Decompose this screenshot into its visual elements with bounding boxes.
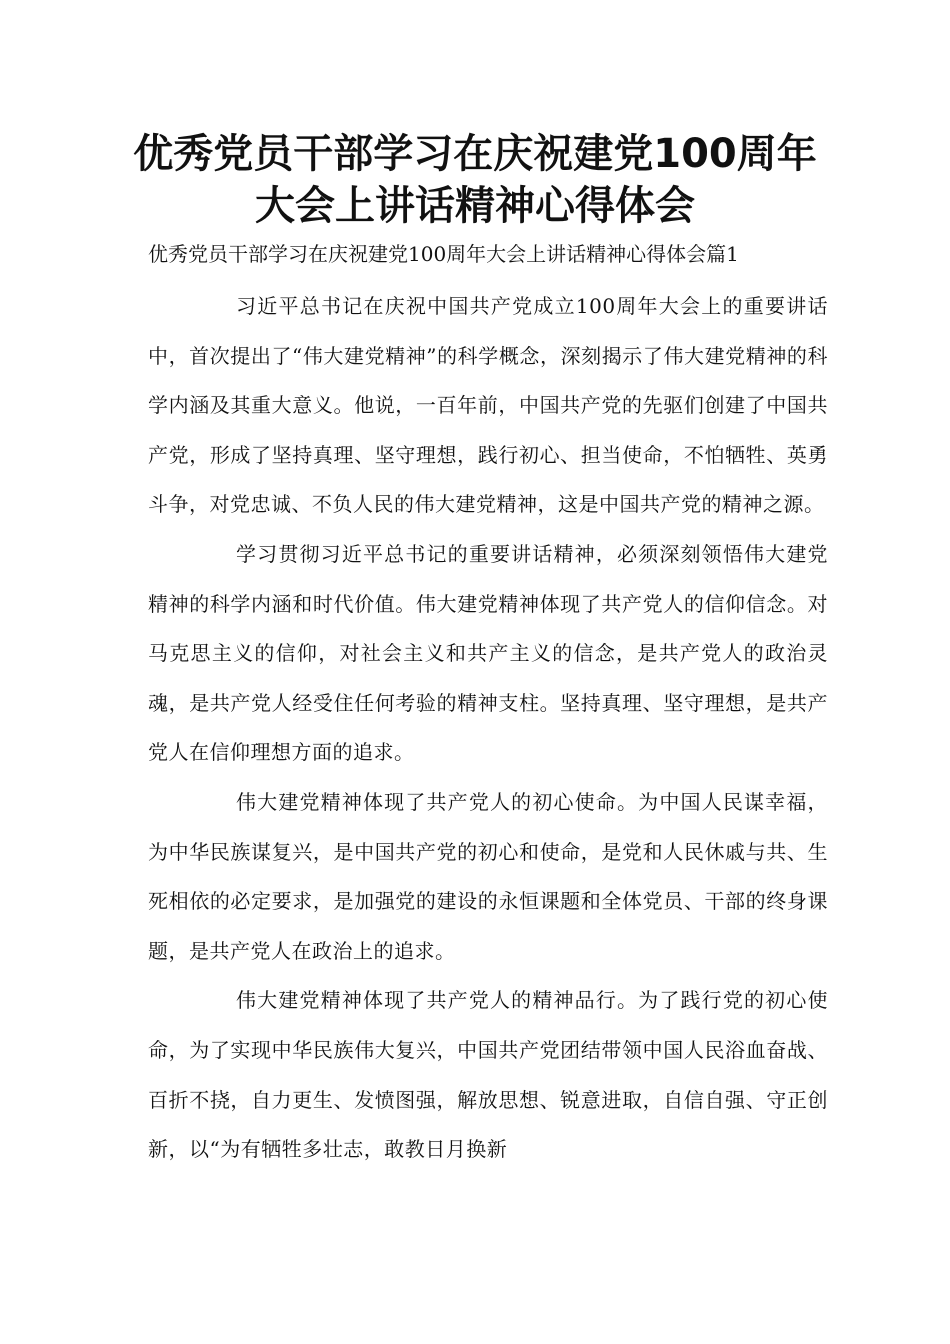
document-subtitle: 优秀党员干部学习在庆祝建党100周年大会上讲话精神心得体会篇1	[148, 242, 739, 266]
paragraph-1: 习近平总书记在庆祝中国共产党成立100周年大会上的重要讲话中，首次提出了“伟大建党精神”的科学概念，深刻揭示了伟大建党精神的科学内涵及其重大意义。他说，一百年前，中国共产党的先驱们创建了中国共产党，形成了坚持真理、坚守理想，践行初心、担当使命，不怕牺牲、英勇斗争，对党忠诚、不负人民的伟大建党精神，这是中国共产党的精神之源。	[148, 294, 828, 517]
paragraph-4: 伟大建党精神体现了共产党人的精神品行。为了践行党的初心使命，为了实现中华民族伟大复兴，中国共产党团结带领中国人民浴血奋战、百折不挠，自力更生、发愤图强，解放思想、锐意进取，自信自强、守正创新，以“为有牺牲多壮志，敢教日月换新	[148, 988, 828, 1162]
paragraph-2: 学习贯彻习近平总书记的重要讲话精神，必须深刻领悟伟大建党精神的科学内涵和时代价值。伟大建党精神体现了共产党人的信仰信念。对马克思主义的信仰，对社会主义和共产主义的信念，是共产党人的政治灵魂，是共产党人经受住任何考验的精神支柱。坚持真理、坚守理想，是共产党人在信仰理想方面的追求。	[148, 541, 828, 765]
paragraph-3: 伟大建党精神体现了共产党人的初心使命。为中国人民谋幸福，为中华民族谋复兴，是中国共产党的初心和使命，是党和人民休戚与共、生死相依的必定要求，是加强党的建设的永恒课题和全体党员、干部的终身课题，是共产党人在政治上的追求。	[148, 789, 828, 963]
document-body	[148, 282, 828, 1175]
document-title-line-1: 优秀党员干部学习在庆祝建党100周年	[133, 131, 817, 177]
document-title-line-2: 大会上讲话精神心得体会	[255, 183, 695, 229]
